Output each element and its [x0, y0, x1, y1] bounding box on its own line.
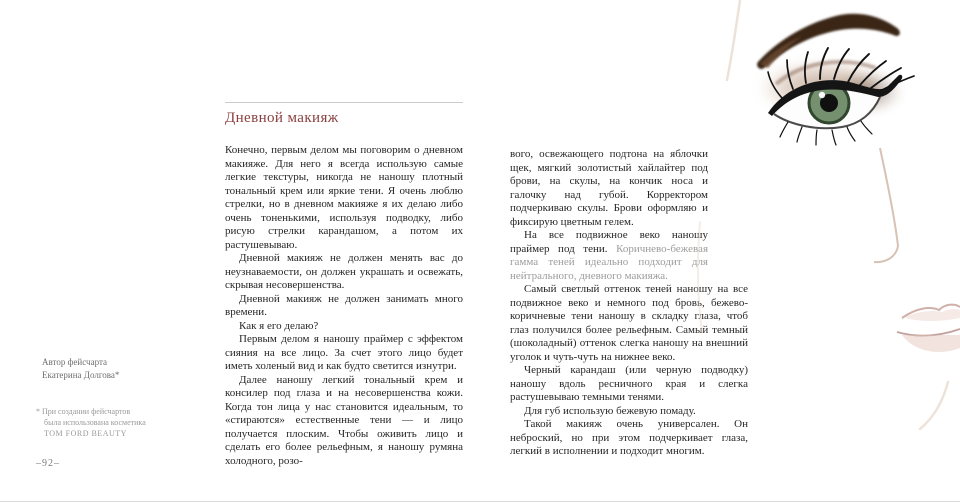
- eyebrow: [757, 14, 900, 69]
- upper-lip-line: [902, 305, 960, 318]
- paragraph-lead: На все подвижное веко наношу праймер под тени.: [510, 229, 708, 255]
- text-column-left: [225, 102, 463, 468]
- page-number: –92–: [36, 458, 60, 469]
- lower-lip-shade: [902, 335, 960, 352]
- mouth-line: [897, 329, 960, 336]
- footnote-brand-line: TOM FORD BEAUTY: [44, 429, 127, 438]
- nose-line: [874, 148, 898, 262]
- paragraph: Дневной макияж не должен занимать много времени.: [225, 292, 463, 318]
- author-name-line: Екатерина Долгова*: [42, 370, 120, 380]
- facechart-author-credit: [42, 356, 202, 382]
- paragraph: Конечно, первым делом мы поговорим о дневном макияже. Для него я всегда использую самые легкие текстуры, никогда не наношу плотный тональный крем или яркие тени. Я очень люблю стрелки, но в дневном макияже я их делаю либо очень тоненькими, используя подводку, либо рисую стрелки карандашом, а потом их растушевываю.: [225, 144, 463, 251]
- crease-line: [776, 62, 876, 84]
- cosmetics-footnote: [36, 406, 206, 439]
- eyeshadow: [757, 58, 903, 118]
- upper-lash-line: [768, 75, 902, 116]
- page-bottom-rule: [0, 501, 960, 502]
- jaw-line: [920, 382, 948, 429]
- paragraph: Далее наношу легкий тональный крем и консилер под глаза и на несовершенства кожи. Когда тон лица у нас становится идеальным, то «стираются» естественные тени — и лицо получается плоским. Чтобы оживить лицо и сделать его более рельефным, я наношу румяна холодного, розо-: [225, 373, 463, 467]
- paragraph: вого, освежающего подтона на яблочки щек, мягкий золотистый хайлайтер под брови, на скулы, на кончик носа и галочку над губой. Корректором подчеркиваю скулы. Брови оформляю и фиксирую цветным гелем.: [510, 148, 708, 228]
- paragraph: Самый светлый оттенок теней наношу на все подвижное веко и немного под бровь, бежево-коричневые тени наношу в складку глаза, чтоб глаз получился более рельефным. Самый темный (шоколадный) оттенок слегка наношу на внешний уголок и чуть-чуть на нижнее веко.: [510, 283, 748, 363]
- iris: [809, 83, 849, 123]
- footnote-line: * При создании фейсчартов: [36, 407, 131, 416]
- section-heading: Дневной макияж: [225, 102, 463, 127]
- temple-line: [727, 0, 740, 80]
- paragraph: Черный карандаш (или черную подводку) наношу вдоль ресничного края и слегка растушевываю темными тенями.: [510, 364, 748, 403]
- eye: [768, 75, 902, 128]
- paragraph: Для губ использую бежевую помаду.: [524, 404, 696, 417]
- lower-lid-line: [774, 97, 880, 128]
- paragraph: Первым делом я наношу праймер с эффектом сияния на все лицо. За счет этого лицо будет иметь холеный вид и как будто светится изнутри.: [225, 333, 463, 372]
- text-column-right: [510, 148, 748, 459]
- paragraph: Дневной макияж не должен менять вас до неузнаваемости, он должен украшать и освежать, скрывая несовершенства.: [225, 252, 463, 291]
- author-credit-line: Автор фейсчарта: [42, 357, 107, 367]
- footnote-line: была использована косметика: [44, 418, 146, 427]
- highlighted-sentence: Коричнево-бежевая гамма теней идеально подходит для нейтрального, дневного макияжа.: [510, 242, 708, 282]
- sclera: [770, 82, 882, 128]
- lips: [897, 305, 960, 352]
- paragraph: Такой макияж очень универсален. Он неброский, но при этом подчеркивает глаза, легкий в исполнении и подходит многим.: [510, 418, 748, 457]
- paragraph: [510, 229, 748, 283]
- paragraph: Как я его делаю?: [239, 319, 319, 332]
- eyelashes: [768, 48, 914, 145]
- upper-lip-shade: [906, 309, 960, 321]
